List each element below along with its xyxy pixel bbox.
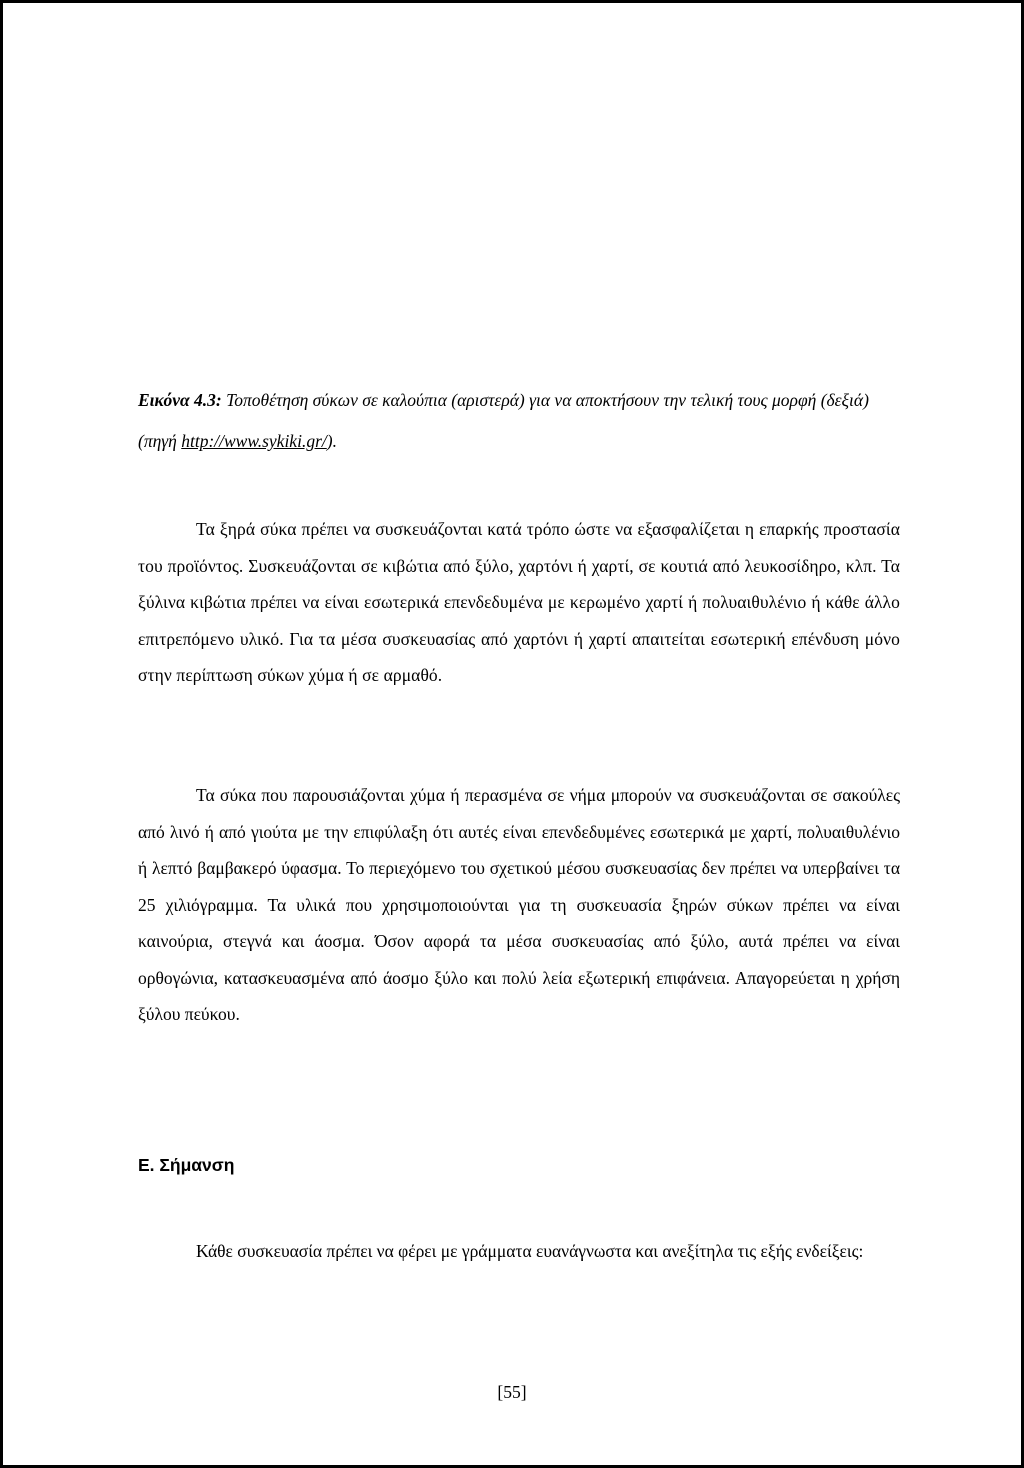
figure-caption-text: Τοποθέτηση σύκων σε καλούπια (αριστερά) για να αποκτήσουν την τελική τους μορφή (δεξιά) (πηγή xyxy=(138,390,869,451)
source-link[interactable]: http://www.sykiki.gr/ xyxy=(181,431,327,451)
paragraph-text: Τα σύκα που παρουσιάζονται χύμα ή περασμένα σε νήμα μπορούν να συσκευάζονται σε σακούλες από λινό ή από γιούτα με την επιφύλαξη ότι αυτές είναι επενδεδυμένες εσωτερικά με χαρτί, πολυαιθυλένιο ή λεπτό βαμβακερό ύφασμα. Το περιεχόμενο του σχετικού μέσου συσκευασίας δεν πρέπει να υπερβαίνει τα 25 χιλιόγραμμα. Τα υλικά που χρησιμοποιούνται για τη συσκευασία ξηρών σύκων πρέπει να είναι καινούρια, στεγνά και άοσμα. Όσον αφορά τα μέσα συσκευασίας από ξύλο, αυτά πρέπει να είναι ορθογώνια, κατασκευασμένα από άοσμο ξύλο και πολύ λεία εξωτερική επιφάνεια. Απαγορεύεται η χρήση ξύλου πεύκου. xyxy=(138,785,900,1024)
paragraph-packaging xyxy=(138,511,900,694)
paragraph-text: Κάθε συσκευασία πρέπει να φέρει με γράμματα ευανάγνωστα και ανεξίτηλα τις εξής ενδείξεις: xyxy=(196,1241,864,1261)
paragraph-bulk-figs xyxy=(138,777,900,1033)
figure-caption-suffix: ). xyxy=(326,431,337,451)
paragraph-labeling xyxy=(138,1230,900,1272)
paragraph-text: Τα ξηρά σύκα πρέπει να συσκευάζονται κατά τρόπο ώστε να εξασφαλίζεται η επαρκής προστασία του προϊόντος. Συσκευάζονται σε κιβώτια από ξύλο, χαρτόνι ή χαρτί, σε κουτιά από λευκοσίδηρο, κλπ. Τα ξύλινα κιβώτια πρέπει να είναι εσωτερικά επενδεδυμένα με κερωμένο χαρτί ή πολυαιθυλένιο ή κάθε άλλο επιτρεπόμενο υλικό. Για τα μέσα συσκευασίας από χαρτόνι ή χαρτί απαιτείται εσωτερική επένδυση μόνο στην περίπτωση σύκων χύμα ή σε αρμαθό. xyxy=(138,519,900,685)
page-number: [55] xyxy=(497,1382,527,1402)
document-page xyxy=(7,7,1017,1461)
section-heading: Ε. Σήμανση xyxy=(138,1155,235,1175)
figure-caption xyxy=(138,380,900,462)
figure-label: Εικόνα 4.3: xyxy=(138,390,222,410)
